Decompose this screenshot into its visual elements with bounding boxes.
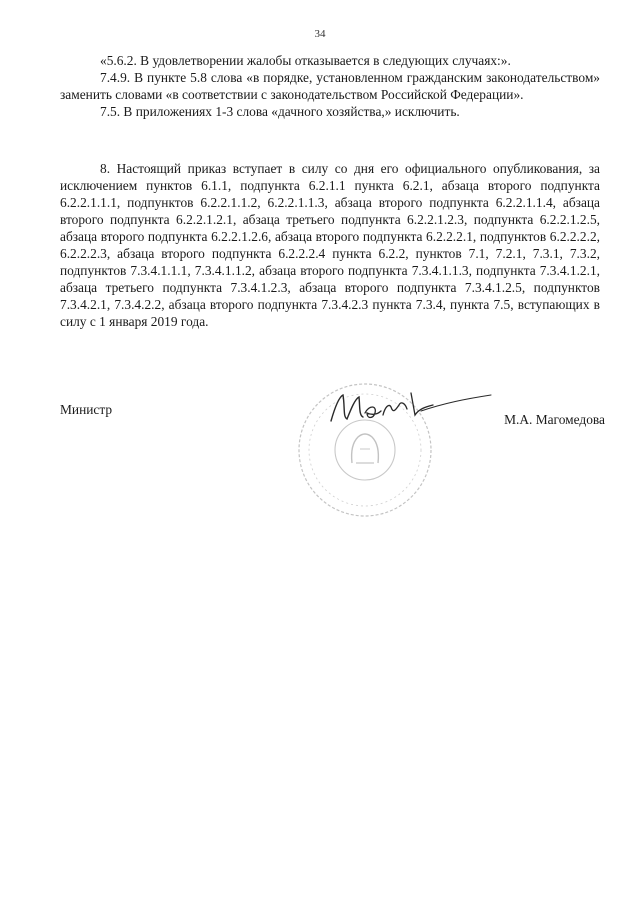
paragraph-8: 8. Настоящий приказ вступает в силу со дня его официального опубликования, за исключением пунктов 6.1.1, подпункта 6.2.1.1 пункта 6.2.1, абзаца второго подпункта 6.2.2.1.1.1, подпунктов 6.2.2.1.1.2, 6.2.2.1.1.3, абзаца второго подпункта 6.2.2.1.1.4, абзаца второго подпункта 6.2.2.1.2.1, абзаца третьего подпункта 6.2.2.1.2.3, подпункта 6.2.2.1.2.5, абзаца второго подпункта 6.2.2.1.2.6, абзаца второго подпункта 6.2.2.2.1, подпунктов 6.2.2.2.2, 6.2.2.2.3, абзаца второго подпункта 6.2.2.2.4 пункта 6.2.2, пунктов 7.1, 7.2.1, 7.3.1, 7.3.2, подпунктов 7.3.4.1.1.1, 7.3.4.1.1.2, абзаца второго подпункта 7.3.4.1.1.3, подпункта 7.3.4.1.2.1, абзаца третьего подпункта 7.3.4.1.2.3, абзаца второго подпункта 7.3.4.1.2.5, подпунктов 7.3.4.2.1, 7.3.4.2.2, абзаца второго подпункта 7.3.4.2.3 пункта 7.3.4, пункта 7.5, вступающих в силу с 1 января 2019 года. <box>60 161 600 329</box>
handwritten-signature <box>325 385 495 435</box>
page-number: 34 <box>314 28 326 40</box>
paragraph-7-5: 7.5. В приложениях 1-3 слова «дачного хозяйства,» исключить. <box>100 104 460 119</box>
paragraph-7-4-9: 7.4.9. В пункте 5.8 слова «в порядке, установленном гражданским законодательством» заменить словами «в соответствии с законодательством Российской Федерации». <box>60 70 600 102</box>
paragraph-5-6-2: «5.6.2. В удовлетворении жалобы отказывается в следующих случаях:». <box>100 53 511 68</box>
effective-date-section <box>60 160 600 330</box>
amendments-section <box>60 52 600 120</box>
signatory-name: М.А. Магомедова <box>504 412 605 427</box>
signatory-title: Министр <box>60 402 113 417</box>
